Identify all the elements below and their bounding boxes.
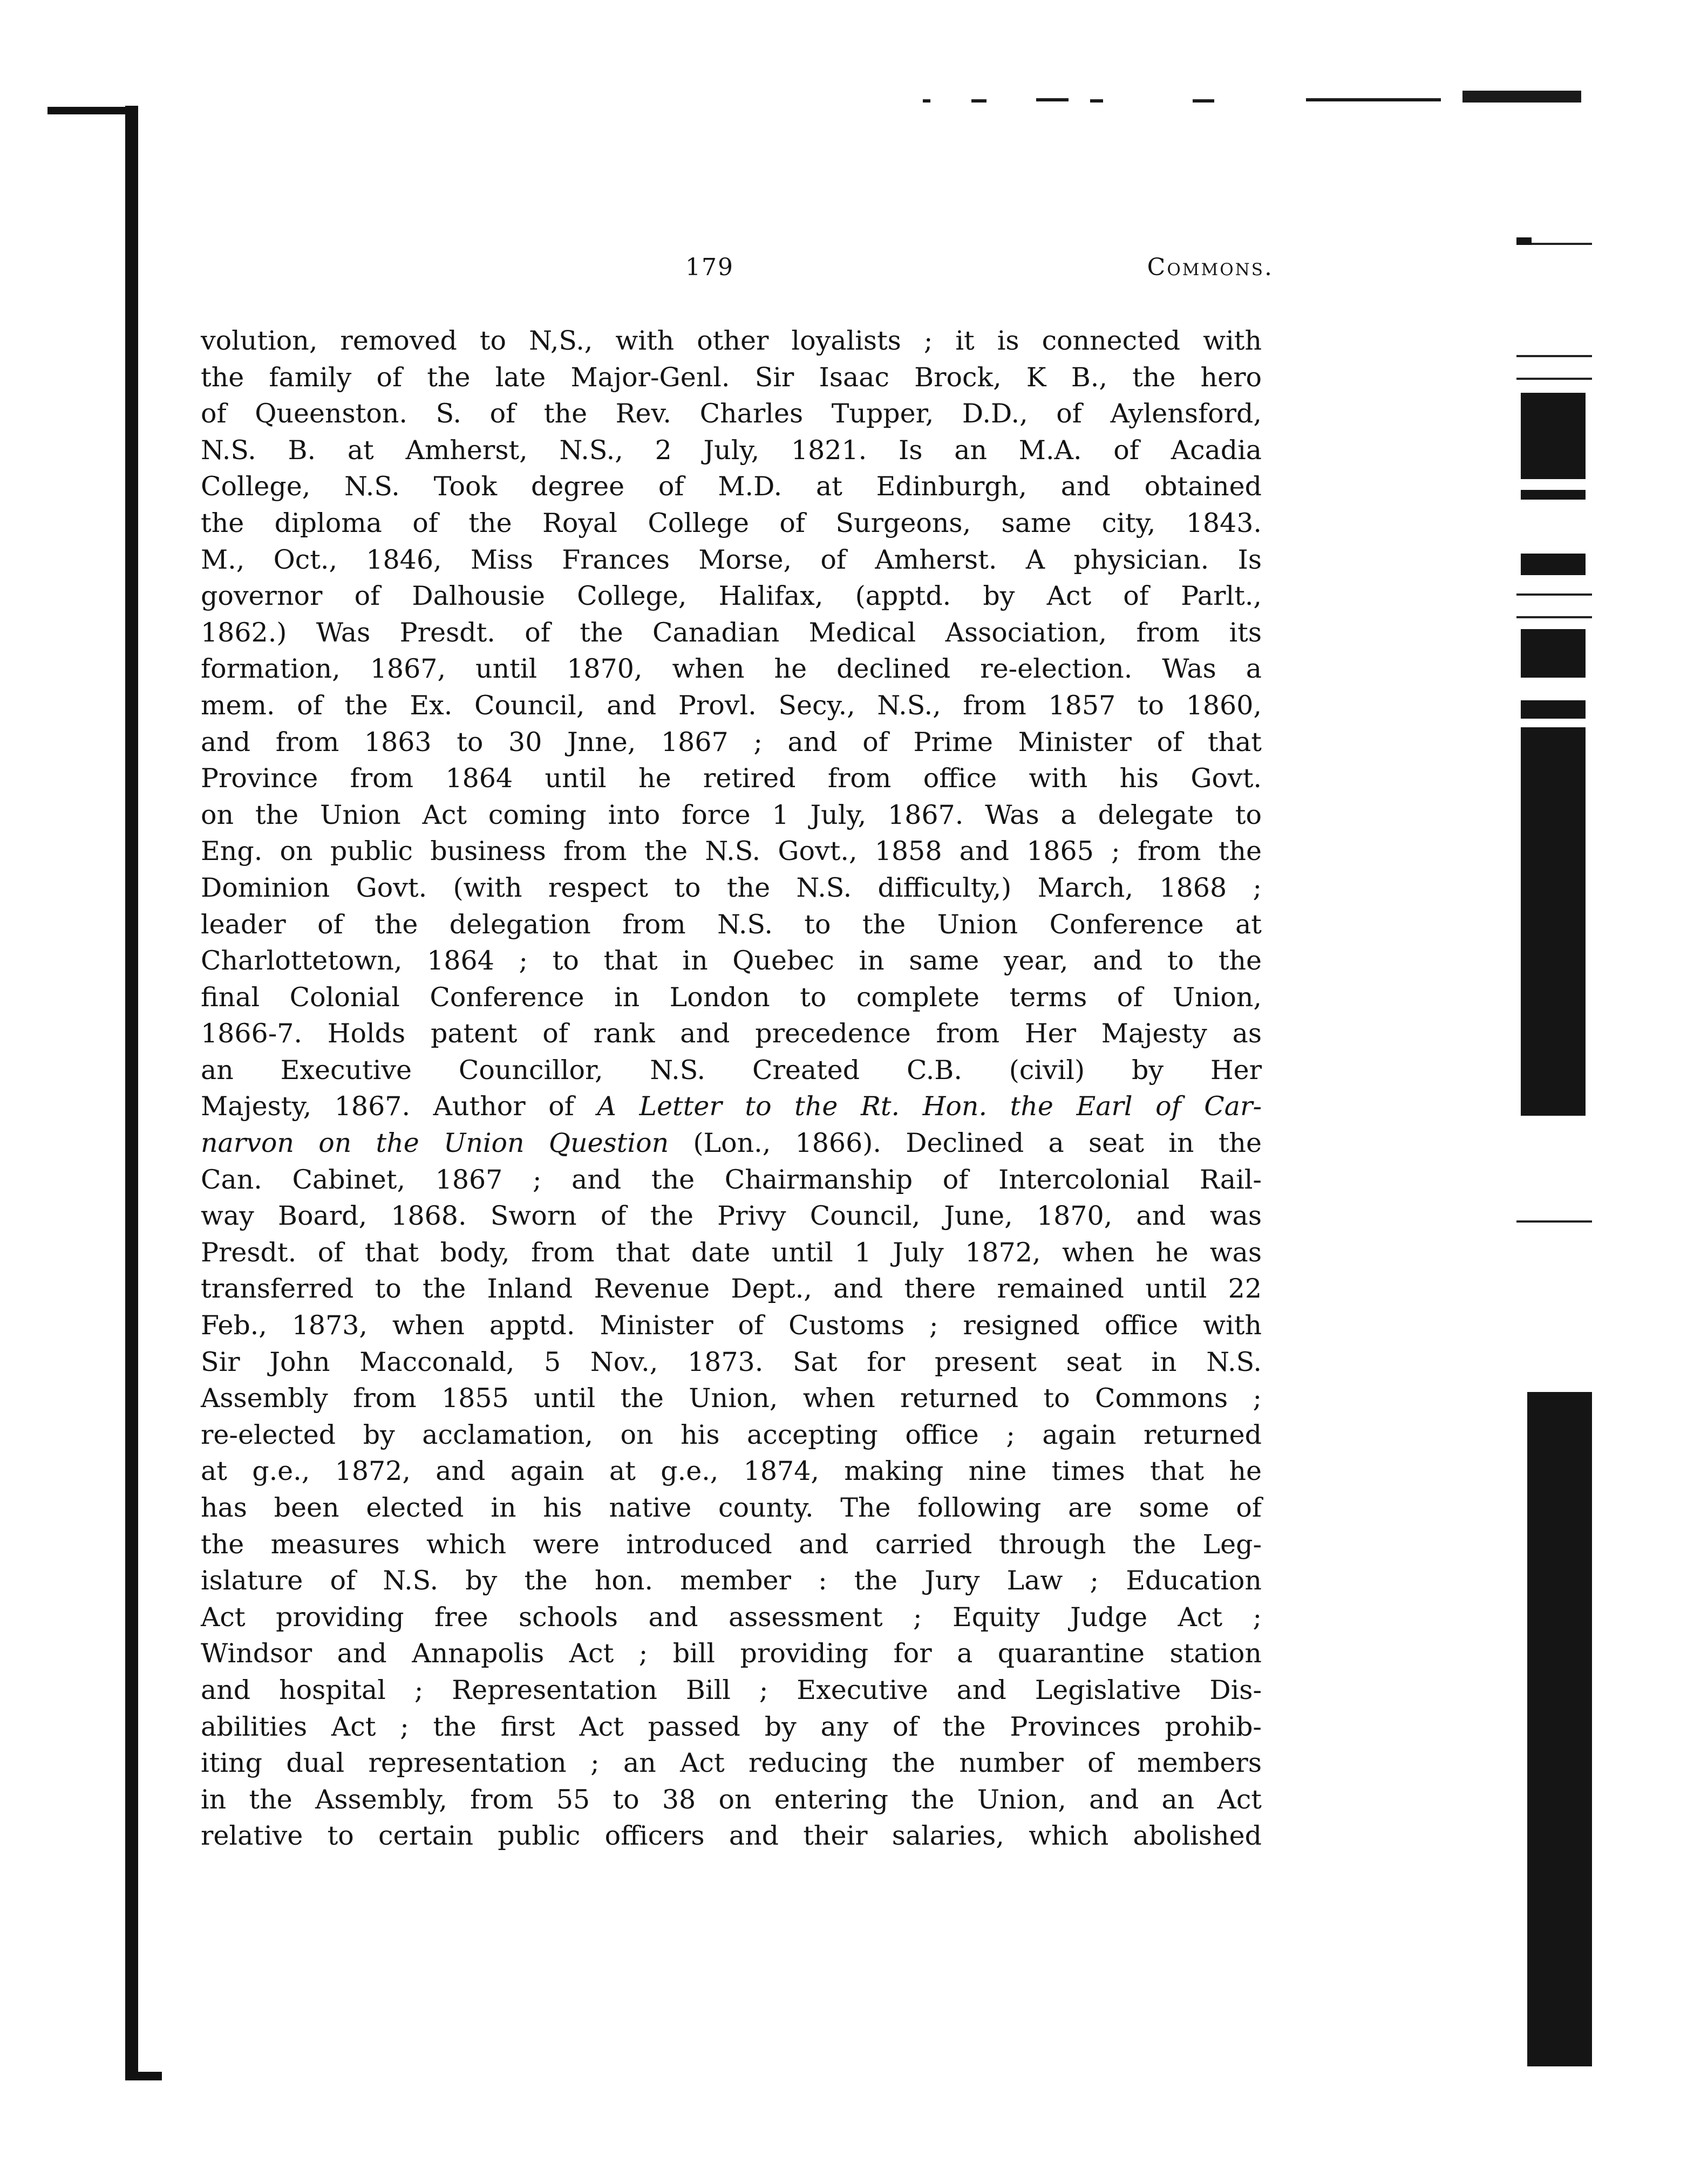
text-line: 1862.) Was Presdt. of the Canadian Medical Association, from its bbox=[201, 617, 1262, 648]
text-line-with-title bbox=[201, 1088, 1262, 1125]
text-line: M., Oct., 1846, Miss Frances Morse, of Amherst. A physician. Is bbox=[201, 544, 1262, 575]
text-line: the diploma of the Royal College of Surgeons, same city, 1843. bbox=[201, 507, 1262, 538]
text-line-with-title bbox=[201, 1125, 1262, 1162]
page-number: 179 bbox=[685, 254, 734, 281]
text-line: Feb., 1873, when apptd. Minister of Customs ; resigned office with bbox=[201, 1310, 1262, 1341]
text-line: in the Assembly, from 55 to 38 on entering the Union, and an Act bbox=[201, 1784, 1262, 1815]
text-line: re-elected by acclamation, on his accepting office ; again returned bbox=[201, 1419, 1262, 1450]
text-line: leader of the delegation from N.S. to the Union Conference at bbox=[201, 909, 1262, 940]
text-line: islature of N.S. by the hon. member : the Jury Law ; Education bbox=[201, 1565, 1262, 1596]
text-line: relative to certain public officers and their salaries, which abolished bbox=[201, 1820, 1262, 1852]
binding-edge-bar bbox=[125, 106, 138, 2080]
running-head: Commons. bbox=[1147, 254, 1274, 281]
text-line: Assembly from 1855 until the Union, when returned to Commons ; bbox=[201, 1383, 1262, 1414]
text-line: Sir John Macconald, 5 Nov., 1873. Sat for present seat in N.S. bbox=[201, 1346, 1262, 1377]
binding-edge-cap bbox=[47, 107, 128, 114]
text-line: has been elected in his native county. The following are some of bbox=[201, 1492, 1262, 1523]
text-line: Act providing free schools and assessment ; Equity Judge Act ; bbox=[201, 1601, 1262, 1633]
text-line: way Board, 1868. Sworn of the Privy Council, June, 1870, and was bbox=[201, 1200, 1262, 1232]
text-line: the family of the late Major-Genl. Sir Isaac Brock, K B., the hero bbox=[201, 361, 1262, 393]
text-line: governor of Dalhousie College, Halifax, (apptd. by Act of Parlt., bbox=[201, 581, 1262, 612]
text-line: Can. Cabinet, 1867 ; and the Chairmanship of Intercolonial Rail- bbox=[201, 1164, 1262, 1195]
text-line: of Queenston. S. of the Rev. Charles Tupper, D.D., of Aylensford, bbox=[201, 398, 1262, 429]
text-line: the measures which were introduced and carried through the Leg- bbox=[201, 1528, 1262, 1560]
text-line: and hospital ; Representation Bill ; Executive and Legislative Dis- bbox=[201, 1674, 1262, 1705]
text-line: Dominion Govt. (with respect to the N.S. difficulty,) March, 1868 ; bbox=[201, 872, 1262, 903]
text-line: an Executive Councillor, N.S. Created C.B. (civil) by Her bbox=[201, 1054, 1262, 1086]
text-line: transferred to the Inland Revenue Dept., and there remained until 22 bbox=[201, 1273, 1262, 1305]
text-line: formation, 1867, until 1870, when he declined re-election. Was a bbox=[201, 653, 1262, 685]
text-line: 1866-7. Holds patent of rank and precedence from Her Majesty as bbox=[201, 1018, 1262, 1049]
book-title-part-1: A Letter to the Rt. Hon. the Earl of Car- bbox=[597, 1091, 1262, 1122]
text-line: mem. of the Ex. Council, and Provl. Secy., N.S., from 1857 to 1860, bbox=[201, 690, 1262, 721]
text-segment: (Lon., 1866). Declined a seat in the bbox=[669, 1128, 1262, 1159]
text-line: Eng. on public business from the N.S. Govt., 1858 and 1865 ; from the bbox=[201, 836, 1262, 867]
text-line: iting dual representation ; an Act reducing the number of members bbox=[201, 1748, 1262, 1779]
text-line: Presdt. of that body, from that date until 1 July 1872, when he was bbox=[201, 1237, 1262, 1268]
text-line: College, N.S. Took degree of M.D. at Edinburgh, and obtained bbox=[201, 471, 1262, 502]
book-title-part-2: narvon on the Union Question bbox=[201, 1128, 669, 1159]
binding-edge-foot bbox=[125, 2072, 162, 2080]
text-line: Charlottetown, 1864 ; to that in Quebec in same year, and to the bbox=[201, 945, 1262, 977]
body-text bbox=[201, 323, 1262, 1854]
text-line: volution, removed to N,S., with other loyalists ; it is connected with bbox=[201, 325, 1262, 356]
text-line: Windsor and Annapolis Act ; bill providing for a quarantine station bbox=[201, 1638, 1262, 1669]
text-line: final Colonial Conference in London to complete terms of Union, bbox=[201, 981, 1262, 1013]
text-line: N.S. B. at Amherst, N.S., 2 July, 1821. Is an M.A. of Acadia bbox=[201, 434, 1262, 466]
text-line: and from 1863 to 30 Jnne, 1867 ; and of Prime Minister of that bbox=[201, 726, 1262, 757]
text-line: abilities Act ; the first Act passed by any of the Provinces prohib- bbox=[201, 1711, 1262, 1742]
text-line: Province from 1864 until he retired from office with his Govt. bbox=[201, 763, 1262, 794]
text-segment: Majesty, 1867. Author of bbox=[201, 1091, 597, 1122]
page-header bbox=[205, 254, 1274, 297]
text-line: on the Union Act coming into force 1 July, 1867. Was a delegate to bbox=[201, 799, 1262, 830]
text-line: at g.e., 1872, and again at g.e., 1874, making nine times that he bbox=[201, 1456, 1262, 1487]
